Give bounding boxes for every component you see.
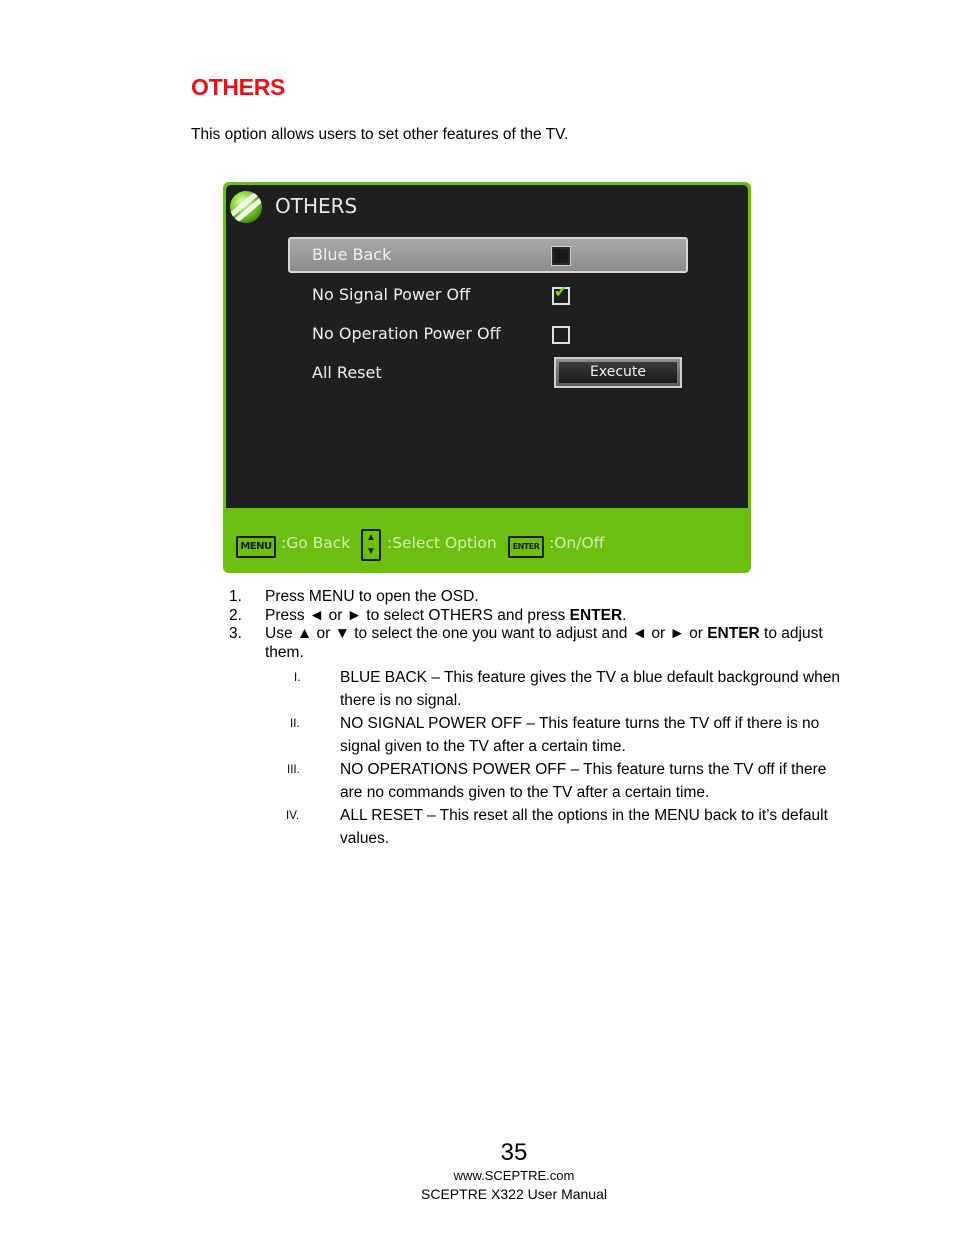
osd-row-label: Blue Back — [312, 245, 392, 264]
step-text: Use ▲ or ▼ to select the one you want to adjust and ◄ or ► or — [265, 625, 708, 642]
page-number: 35 — [500, 1139, 528, 1166]
roman-numeral: II. — [290, 718, 300, 730]
enter-key-icon: ENTER — [508, 536, 544, 558]
roman-numeral: I. — [294, 672, 301, 684]
on-off-hint: :On/Off — [549, 534, 605, 552]
sub-item-text: BLUE BACK – This feature gives the TV a blue default background when there is no signal. — [340, 669, 841, 709]
execute-button-label: Execute — [559, 362, 677, 383]
list-item — [229, 625, 839, 662]
sub-items-list — [286, 666, 846, 850]
sceptre-logo-icon — [230, 191, 262, 223]
list-item — [229, 588, 839, 607]
osd-title: OTHERS — [275, 194, 358, 218]
section-heading: OTHERS — [191, 74, 286, 100]
list-item — [286, 758, 846, 804]
step-number: 1. — [229, 588, 242, 605]
list-item — [286, 666, 846, 712]
step-number: 2. — [229, 606, 242, 624]
steps-list — [229, 588, 839, 662]
list-item — [229, 607, 839, 626]
no-operation-power-off-checkbox[interactable] — [552, 326, 570, 344]
step-bold: ENTER — [707, 625, 760, 642]
sub-item-text: ALL RESET – This reset all the options in the MENU back to it’s default values. — [340, 807, 828, 847]
no-signal-power-off-checkbox[interactable] — [552, 282, 570, 305]
list-item — [286, 712, 846, 758]
step-text: Press ◄ or ► to select OTHERS and press — [265, 606, 570, 624]
step-text-end: . — [622, 606, 627, 624]
osd-row-label: All Reset — [312, 363, 382, 382]
checkmark-icon: ✔ — [554, 282, 568, 301]
sub-item-text: NO SIGNAL POWER OFF – This feature turns the TV off if there is no signal given to the TV after a certain time. — [340, 715, 820, 755]
roman-numeral: IV. — [286, 810, 300, 822]
osd-row-no-signal-power-off[interactable] — [288, 278, 688, 314]
select-option-hint: :Select Option — [387, 534, 497, 552]
osd-screenshot — [223, 182, 751, 573]
execute-button[interactable] — [554, 357, 682, 388]
list-item — [286, 804, 846, 850]
website-footer: www.SCEPTRE.com — [453, 1168, 575, 1183]
step-bold: ENTER — [569, 606, 623, 624]
step-text-end: to adjust them. — [265, 625, 823, 661]
up-down-arrows-icon: ▲ ▼ — [361, 529, 381, 561]
roman-numeral: III. — [287, 764, 300, 776]
step-text: Press MENU to open the OSD. — [265, 588, 479, 605]
sub-item-text: NO OPERATIONS POWER OFF – This feature turns the TV off if there are no commands given to the TV after a certain time. — [340, 761, 827, 801]
osd-row-no-operation-power-off[interactable] — [288, 317, 688, 353]
manual-title-footer: SCEPTRE X322 User Manual — [421, 1186, 607, 1202]
osd-footer — [223, 525, 751, 565]
intro-text: This option allows users to set other features of the TV. — [191, 126, 569, 143]
blue-back-checkbox[interactable] — [552, 247, 570, 265]
osd-row-all-reset[interactable] — [288, 356, 688, 392]
osd-row-blue-back[interactable] — [288, 237, 688, 273]
menu-key-icon: MENU — [236, 536, 276, 558]
osd-row-label: No Operation Power Off — [312, 324, 501, 343]
osd-panel — [226, 185, 748, 508]
go-back-hint: :Go Back — [281, 534, 351, 552]
step-number: 3. — [229, 625, 242, 642]
osd-row-label: No Signal Power Off — [312, 285, 471, 304]
